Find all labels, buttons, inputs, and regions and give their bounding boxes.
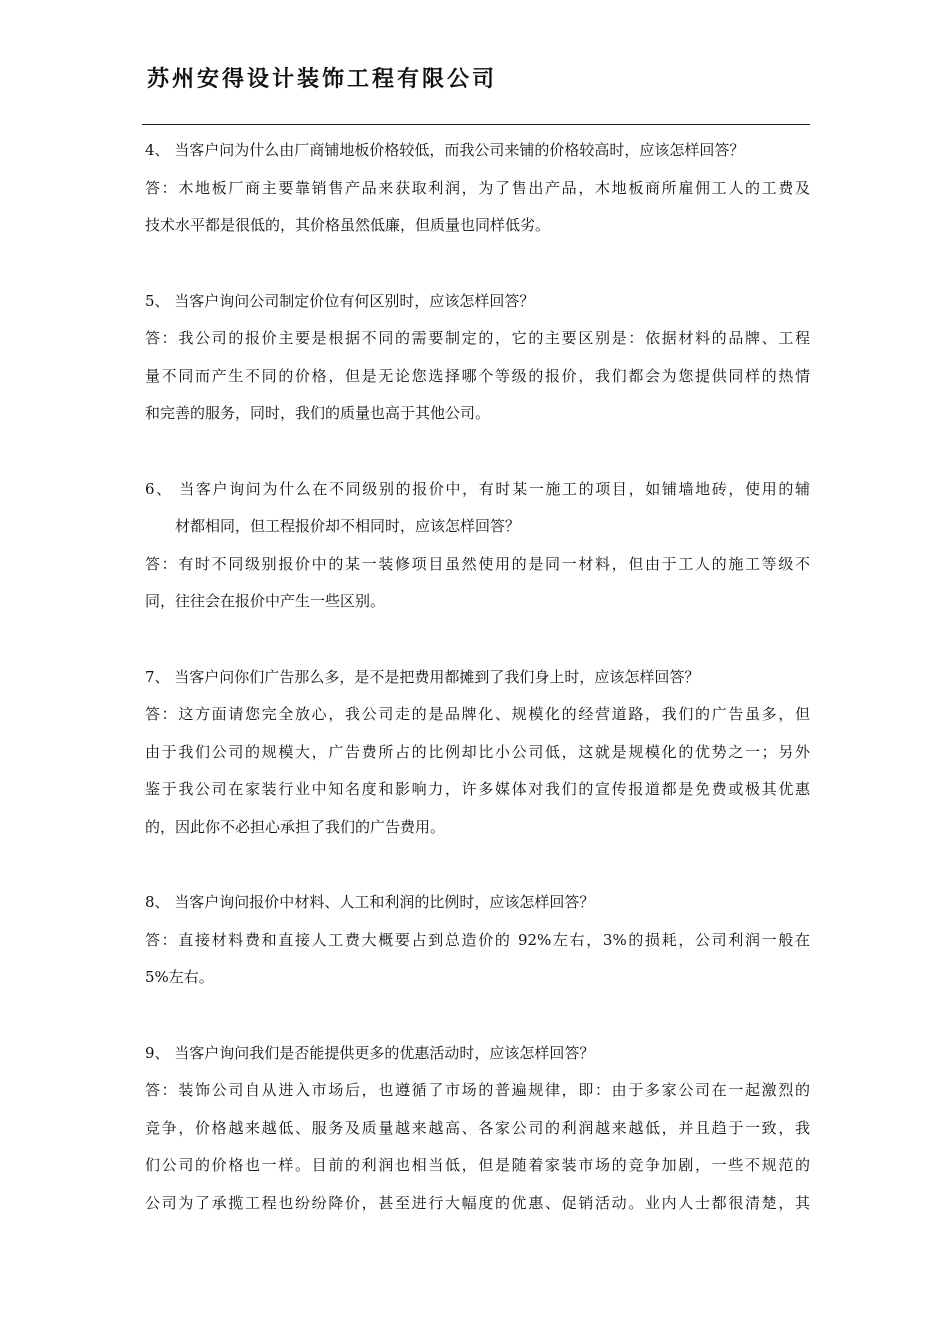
- answer-line: 答：这方面请您完全放心，我公司走的是品牌化、规模化的经营道路，我们的广告虽多，但: [145, 705, 810, 723]
- answer-line: 竞争，价格越来越低、服务及质量越来越高、各家公司的利润越来越低，并且趋于一致，我: [145, 1118, 810, 1137]
- document-body: [145, 132, 810, 1222]
- answer-line: 答：直接材料费和直接人工费大概要占到总造价的 92%左右，3%的损耗，公司利润一般在: [145, 930, 810, 949]
- question-line: 6、 当客户询问为什么在不同级别的报价中，有时某一施工的项目，如铺墙地砖，使用的辅: [145, 479, 810, 498]
- answer-line: 技术水平都是很低的，其价格虽然低廉，但质量也同样低劣。: [145, 216, 551, 234]
- question-line: 材都相同，但工程报价却不相同时，应该怎样回答？: [175, 517, 521, 535]
- question-line: 4、 当客户问为什么由厂商铺地板价格较低，而我公司来铺的价格较高时，应该怎样回答？: [145, 141, 745, 159]
- answer-line: 答：我公司的报价主要是根据不同的需要制定的，它的主要区别是：依据材料的品牌、工程: [145, 329, 810, 347]
- company-title: 苏州安得设计装饰工程有限公司: [147, 67, 498, 92]
- answer-line: 同，往往会在报价中产生一些区别。: [145, 592, 386, 610]
- qa-item-4: [145, 132, 810, 245]
- header-divider: [142, 124, 810, 125]
- qa-item-7: [145, 659, 810, 847]
- qa-item-5: [145, 283, 810, 433]
- question-line: 8、 当客户询问报价中材料、人工和利润的比例时，应该怎样回答？: [145, 893, 595, 911]
- answer-line: 答：装饰公司自从进入市场后，也遵循了市场的普遍规律，即：由于多家公司在一起激烈的: [145, 1081, 810, 1099]
- question-line: 5、 当客户询问公司制定价位有何区别时，应该怎样回答？: [145, 291, 535, 310]
- question-line: 7、 当客户问你们广告那么多，是不是把费用都摊到了我们身上时，应该怎样回答？: [145, 667, 700, 686]
- qa-item-8: [145, 884, 810, 997]
- answer-line: 鉴于我公司在家装行业中知名度和影响力，许多媒体对我们的宣传报道都是免费或极其优惠: [145, 780, 810, 798]
- answer-line: 的，因此你不必担心承担了我们的广告费用。: [145, 817, 446, 836]
- answer-line: 答：有时不同级别报价中的某一装修项目虽然使用的是同一材料，但由于工人的施工等级不: [145, 554, 810, 573]
- answer-line: 由于我们公司的规模大，广告费所占的比例却比小公司低，这就是规模化的优势之一；另外: [145, 742, 810, 761]
- answer-line: 公司为了承揽工程也纷纷降价，甚至进行大幅度的优惠、促销活动。业内人士都很清楚，其: [145, 1193, 810, 1212]
- answer-line: 5%左右。: [145, 968, 214, 986]
- answer-line: 量不同而产生不同的价格，但是无论您选择哪个等级的报价，我们都会为您提供同样的热情: [145, 366, 810, 385]
- answer-line: 和完善的服务，同时，我们的质量也高于其他公司。: [145, 404, 491, 422]
- qa-item-6: [145, 471, 810, 621]
- qa-item-9: [145, 1035, 810, 1223]
- answer-line: 答：木地板厂商主要靠销售产品来获取利润，为了售出产品，木地板商所雇佣工人的工费及: [145, 178, 810, 197]
- answer-line: 们公司的价格也一样。目前的利润也相当低，但是随着家装市场的竞争加剧，一些不规范的: [145, 1156, 810, 1174]
- question-line: 9、 当客户询问我们是否能提供更多的优惠活动时，应该怎样回答？: [145, 1043, 595, 1062]
